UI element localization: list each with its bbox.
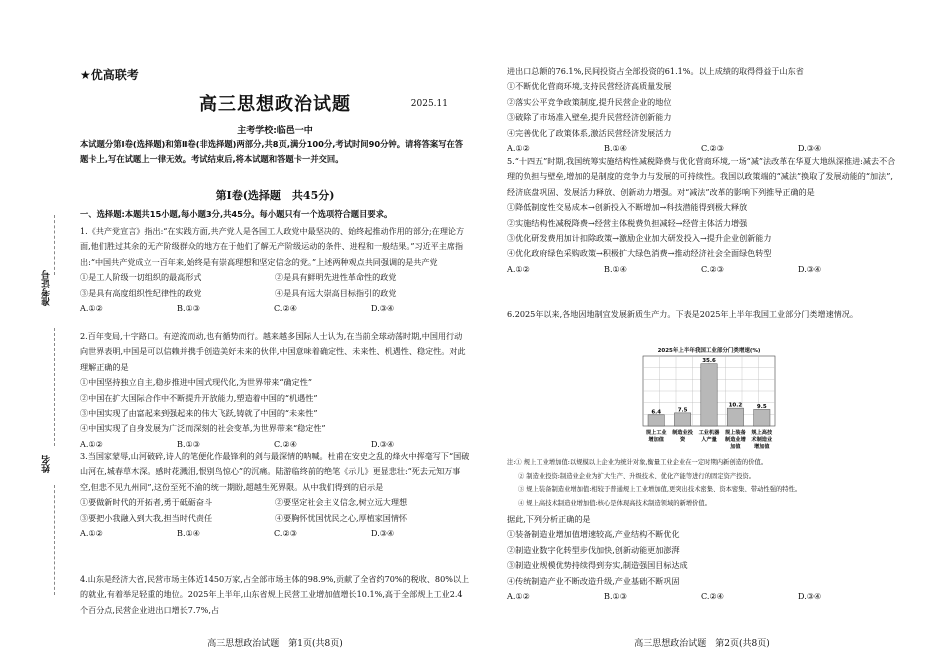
- exam-title: 高三思想政治试题: [199, 94, 351, 115]
- data-label: 9.5: [756, 403, 767, 410]
- choice-c: C.②④: [274, 438, 297, 449]
- choice-b: B.①④: [604, 143, 628, 154]
- question-prompt: 据此,下列分析正确的是: [507, 514, 591, 524]
- question-2: [80, 329, 470, 452]
- note: ② 制造业投资:制造业企业为扩大生产、升级技术、优化产能等进行的固定资产投资。: [518, 472, 756, 480]
- category-label: 加值: [730, 444, 741, 450]
- page-footer: 高三思想政治试题 第1页(共8页): [207, 639, 343, 649]
- option: ①降低制度性交易成本→创新投入不断增加→科技潜能得到极大释放: [507, 202, 748, 213]
- choice-b: B.①③: [177, 303, 201, 314]
- question-4-continued: [507, 64, 897, 156]
- option: ②实施结构性减税降费→经营主体税费负担减轻→经营主体活力增强: [507, 217, 748, 228]
- exam-instructions: 本试题分第Ⅰ卷(选择题)和第Ⅱ卷(非选择题)两部分,共8页,满分100分,考试时间90分钟。请将答案写在答题卡上,写在试题上一律无效。考试结束后,将本试题和答题卡一并交回。: [80, 139, 464, 164]
- choice-b: B.①③: [604, 591, 628, 602]
- binding-line: [54, 485, 55, 595]
- choice-d: D.③④: [798, 143, 822, 154]
- choice-a: A.①②: [80, 303, 103, 314]
- chart-bar: [727, 408, 743, 426]
- data-label: 7.5: [677, 407, 688, 414]
- category-label: 制造业投: [672, 430, 693, 436]
- name-label: 姓名: [42, 455, 52, 473]
- option: ①要做新时代的开拓者,勇于砥砺奋斗: [80, 497, 213, 508]
- question-6-stem: [507, 307, 897, 322]
- choice-d: D.③④: [371, 438, 395, 449]
- exam-date: 2025.11: [410, 99, 448, 109]
- choice-d: D.③④: [371, 528, 395, 539]
- exam-number-label: 准考证号: [42, 270, 52, 306]
- binding-margin: [0, 0, 60, 663]
- category-label: 人产量: [701, 437, 717, 443]
- choice-d: D.③④: [371, 303, 395, 314]
- option: ①装备制造业增加值增速较高,产业结构不断优化: [507, 529, 680, 540]
- chart-bar: [674, 413, 690, 426]
- option: ③破除了市场准入壁垒,提升民营经济创新能力: [507, 112, 672, 123]
- option: ③要把小我融入到大我,担当时代责任: [80, 512, 213, 523]
- option: ④传统制造产业不断改造升级,产业基础不断巩固: [507, 575, 680, 586]
- choice-c: C.②③: [274, 528, 297, 539]
- right-page: [507, 0, 897, 663]
- question-6-body: [507, 512, 897, 604]
- chart-bar: [701, 364, 717, 426]
- question-stem: 4.山东是经济大省,民营市场主体近1450万家,占全部市场主体的98.9%,贡献了全省约70%的税收、80%以上的就业,有着举足轻重的地位。2025年上半年,山东省规上民营工业增加值增长10.1%,高于全部规上工业2.4个百分点,民营企业进出口增长7.7%,占: [80, 574, 470, 615]
- question-stem: 2.百年变局,十字路口。有逆流而动,也有循势而行。越来越多国际人士认为,在当前全球动荡时期,中国用行动向世界表明,中国是可以信赖并携手创造美好未来的伙伴,中国意味着确定性、未来性、机遇性、稳定性。对此理解正确的是: [80, 331, 466, 372]
- data-label: 35.6: [702, 358, 716, 365]
- choice-c: C.②③: [701, 143, 724, 154]
- category-label: 资: [679, 437, 686, 443]
- question-1: [80, 224, 470, 316]
- choice-d: D.③④: [798, 263, 822, 274]
- question-6-notes: [507, 456, 897, 510]
- option: ①中国坚持独立自主,稳步推进中国式现代化,为世界带来“确定性”: [80, 377, 312, 388]
- choice-c: C.②④: [274, 303, 297, 314]
- binding-line: [54, 328, 55, 446]
- option: ②落实公平竞争政策制度,提升民营企业的地位: [507, 96, 672, 107]
- option: ③制造业规模优势持续得到夯实,制造强国目标达成: [507, 560, 688, 571]
- option: ①不断优化营商环境,支持民营经济高质量发展: [507, 81, 672, 92]
- option: ③优化研发费用加计扣除政策→激励企业加大研发投入→提升企业创新能力: [507, 233, 772, 244]
- option: ①是工人阶级一切组织的最高形式: [80, 272, 202, 283]
- data-label: 6.4: [651, 409, 662, 416]
- option: ④中国实现了自身发展为广泛而深刻的社会变革,为世界带来“稳定性”: [80, 423, 326, 434]
- note: ④ 规上高技术制造业增加值:核心是体现高技术制造领域的新增价值。: [518, 499, 712, 507]
- chart-bar: [648, 415, 664, 426]
- category-label: 规上工业: [645, 430, 667, 436]
- option: ④是具有远大崇高目标指引的政党: [275, 287, 397, 298]
- category-label: 术制造业: [751, 437, 773, 443]
- note: ③ 规上装备制造业增加值:相较于普通规上工业增加值,更突出技术密集、资本密集、带动性强的特性。: [518, 486, 802, 494]
- question-stem: 5.“十四五”时期,我国统筹实施结构性减税降费与优化营商环境,一场“减”法改革在华夏大地纵深推进:减去不合理的负担与壁垒,增加的是制度的竞争力与发展的可持续性。我国以政策端的“减法”换取了发展动能的“加法”,经济底盘巩固、发展活力释放、创新动力增强。对“减法”改革的影响下列推导正确的是: [507, 156, 896, 197]
- host-school: 主考学校:临邑一中: [237, 126, 313, 136]
- option: ②要坚定社会主义信念,树立远大理想: [275, 497, 408, 508]
- choice-a: A.①②: [80, 438, 103, 449]
- category-label: 规上高技: [751, 430, 773, 436]
- option: ④优化政府绿色采购政策→积极扩大绿色消费→推动经济社会全面绿色转型: [507, 248, 772, 259]
- left-page: [80, 0, 470, 663]
- category-label: 增加值: [754, 444, 770, 450]
- page-footer: 高三思想政治试题 第2页(共8页): [634, 639, 770, 649]
- option: ②制造业数字化转型步伐加快,创新动能更加澎湃: [507, 544, 680, 555]
- question-stem: 6.2025年以来,各地因地制宜发展新质生产力。下表是2025年上半年我国工业部分门类增速情况。: [507, 309, 858, 319]
- chart-title: 2025年上半年我国工业部分门类增速(%): [657, 348, 761, 354]
- section-heading: 第Ⅰ卷(选择题 共45分): [215, 189, 335, 202]
- category-label: 规上装备: [725, 430, 746, 436]
- question-5: [507, 154, 897, 277]
- option: ③是具有高度组织性纪律性的政党: [80, 287, 202, 298]
- question-stem: 1.《共产党宣言》指出:“在实践方面,共产党人是各国工人政党中最坚决的、始终起推动作用的部分;在理论方面,他们胜过其余的无产阶级群众的地方在于他们了解无产阶级运动的条件、进程和一般结果。”习近平主席指出:“中国共产党成立一百年来,始终是有崇高理想和坚定信念的党。”上述两种观点共同强调的是共产党: [80, 226, 465, 267]
- chart-bar: [754, 409, 770, 426]
- chart-canvas: [637, 346, 781, 456]
- choice-c: C.②③: [701, 263, 724, 274]
- question-4: [80, 572, 470, 618]
- option: ②是具有鲜明先进性革命性的政党: [275, 272, 397, 283]
- choice-a: A.①②: [507, 591, 530, 602]
- choice-c: C.②④: [701, 591, 724, 602]
- binding-line: [54, 215, 55, 275]
- option: ③中国实现了由富起来到强起来的伟大飞跃,铸就了中国的“未来性”: [80, 408, 318, 419]
- choice-b: B.①④: [177, 528, 201, 539]
- choice-b: B.①③: [177, 438, 201, 449]
- choice-a: A.①②: [507, 143, 530, 154]
- option: ④要胸怀忧国忧民之心,厚植家国情怀: [275, 512, 408, 523]
- section-instruction: 一、选择题:本题共15小题,每小题3分,共45分。每小题只有一个选项符合题目要求。: [80, 209, 393, 219]
- question-stem: 进出口总额的76.1%,民间投资占全部投资的61.1%。以上成绩的取得得益于山东省: [507, 66, 804, 76]
- data-label: 10.2: [728, 402, 743, 409]
- category-label: 制造业增: [725, 437, 746, 443]
- note: 注:① 规上工业增加值:以规模以上企业为统计对象,衡量工业企业在一定时期内新创造的价值。: [507, 459, 768, 466]
- choice-a: A.①②: [507, 263, 530, 274]
- question-3: [80, 449, 470, 541]
- choice-a: A.①②: [80, 528, 103, 539]
- bar-chart: [637, 346, 781, 456]
- option: ④完善优化了政策体系,激活民营经济发展活力: [507, 127, 672, 138]
- brand-label: ★优高联考: [80, 68, 139, 82]
- choice-d: D.③④: [798, 591, 822, 602]
- question-stem: 3.当国家蒙辱,山河破碎,诗人的笔便化作最锋利的剑与最深情的呐喊。杜甫在安史之乱的烽火中挥毫写下“国破山河在,城春草木深。感时花溅泪,恨别鸟惊心”的沉痛。陆游临终前的绝笔《示儿》更显悲壮:“死去元知万事空,但悲不见九州同”,这份至死不渝的统一期盼,超越生死界限。从中我们得到的启示是: [80, 451, 470, 492]
- option: ②中国在扩大国际合作中不断提升开放能力,塑造着中国的“机遇性”: [80, 392, 318, 403]
- choice-b: B.①④: [604, 263, 628, 274]
- category-label: 增加值: [648, 437, 664, 443]
- category-label: 工业机器: [698, 430, 720, 436]
